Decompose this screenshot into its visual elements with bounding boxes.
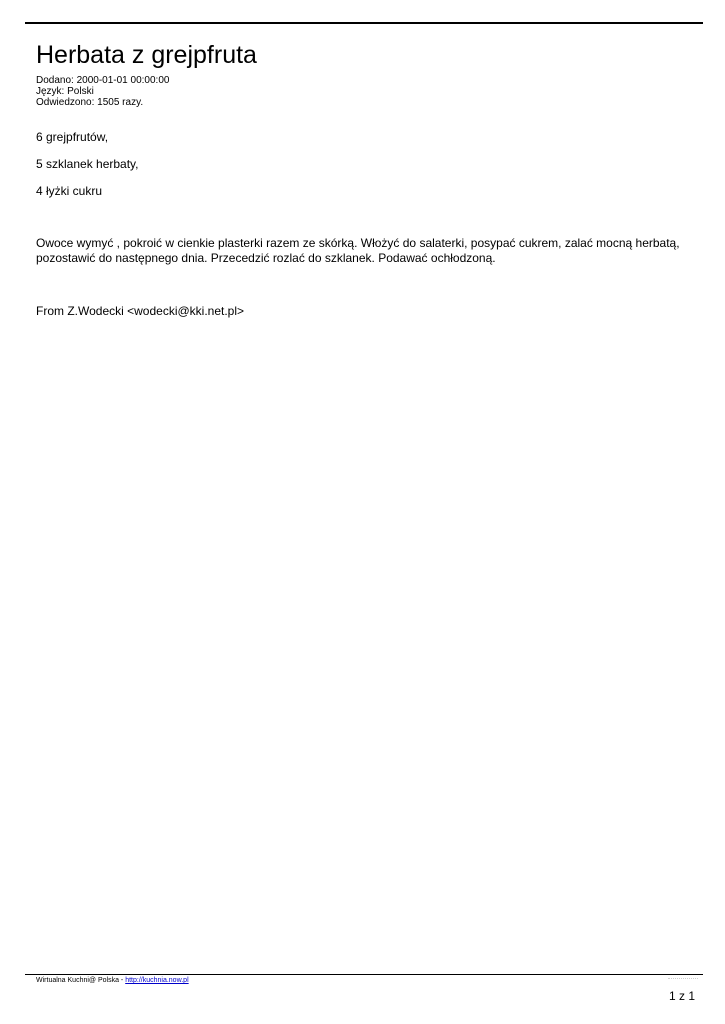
recipe-meta <box>36 75 169 108</box>
recipe-author: From Z.Wodecki <wodecki@kki.net.pl> <box>36 304 245 318</box>
top-rule <box>25 22 703 24</box>
footer-site <box>36 976 189 985</box>
meta-added: Dodano: 2000-01-01 00:00:00 <box>36 75 170 86</box>
footer-mark <box>668 978 698 979</box>
ingredient-item: 4 łyżki cukru <box>36 184 103 198</box>
recipe-title: Herbata z grejpfruta <box>36 41 257 69</box>
bottom-rule <box>25 974 703 975</box>
meta-visited: Odwiedzono: 1505 razy. <box>36 97 144 108</box>
footer-site-link[interactable]: http://kuchnia.now.pl <box>125 977 189 984</box>
recipe-instructions: Owoce wymyć , pokroić w cienkie plasterki razem ze skórką. Włożyć do salaterki, posypać cukrem, zalać mocną herbatą, pozostawić do następnego dnia. Przecedzić rozlać do szklanek. Podawać ochłodzoną. <box>36 236 680 265</box>
ingredient-item: 6 grejpfrutów, <box>36 130 109 144</box>
page-number: 1 z 1 <box>668 989 695 1003</box>
footer-site-text: Wirtualna Kuchni@ Polska - <box>36 977 126 984</box>
ingredient-item: 5 szklanek herbaty, <box>36 157 139 171</box>
meta-language: Język: Polski <box>36 86 94 97</box>
